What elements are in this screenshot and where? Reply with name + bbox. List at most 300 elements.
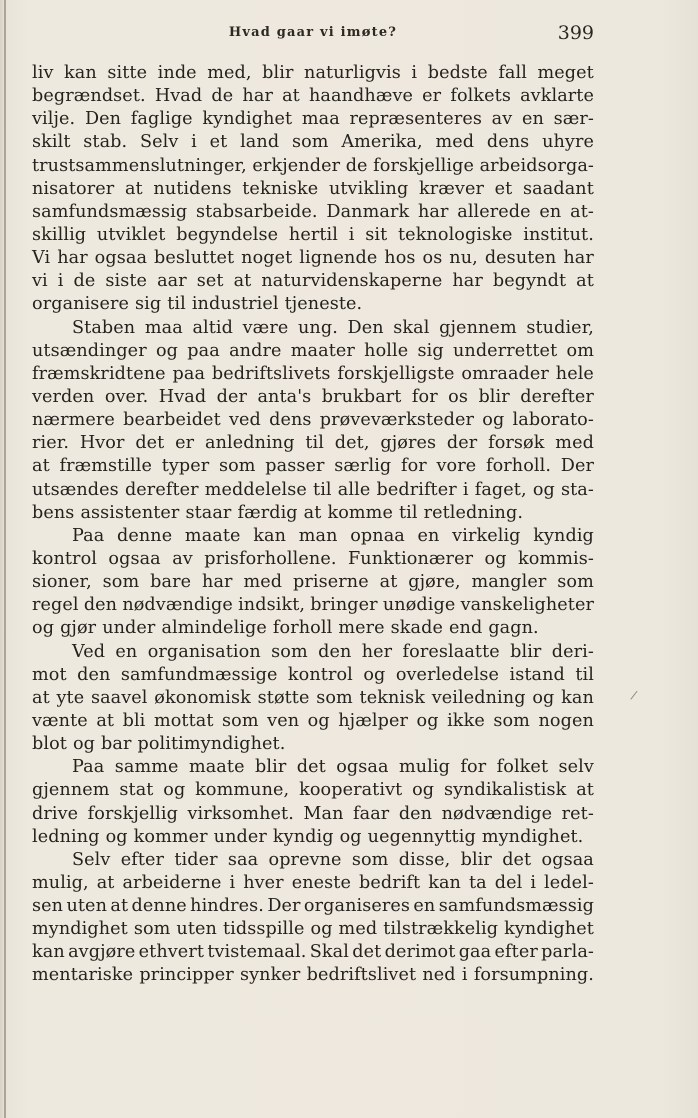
word: tekniske (242, 178, 319, 199)
word: at (379, 572, 398, 593)
word: om (566, 340, 594, 361)
word: vanskeligheter (460, 595, 594, 616)
word: i (348, 224, 355, 245)
word: Funktionærer (347, 548, 474, 569)
word: samfundmæssige (120, 664, 278, 685)
word: mentariske (32, 965, 134, 986)
word: og (532, 479, 555, 500)
word: ogsaa (336, 757, 389, 778)
word: avgjøre (68, 942, 136, 963)
word: den (77, 664, 111, 685)
word: over. (104, 386, 149, 407)
word: kontrol (32, 548, 97, 569)
text-line (32, 872, 594, 895)
word: som (351, 849, 389, 870)
word: deri- (551, 641, 594, 662)
word: kooperativt (299, 780, 403, 801)
word: forskjellig (87, 803, 178, 824)
margin-mark: / (629, 687, 639, 703)
word: myndighet (32, 919, 128, 940)
word: for (400, 456, 427, 477)
word: skade (390, 618, 443, 639)
word: et (209, 132, 228, 153)
word: ikke (447, 710, 485, 731)
word: veiledning (431, 687, 526, 708)
word: bedrifter (376, 479, 457, 500)
word: nødvændige (122, 595, 233, 616)
word: ved (228, 410, 261, 431)
word: myndighet. (481, 826, 584, 847)
word: i (191, 132, 197, 153)
text-line (32, 293, 594, 316)
word: Selv (72, 849, 111, 870)
text-line (32, 201, 594, 224)
word: at (576, 780, 594, 801)
word: nødvændige (441, 803, 553, 824)
word: det, (334, 433, 370, 454)
word: en (115, 641, 138, 662)
word: fræmskridtene (32, 363, 166, 384)
text-line (32, 779, 594, 802)
word: i (229, 872, 236, 893)
word: kan (253, 525, 287, 546)
word: derefter (124, 479, 199, 500)
word: det (135, 433, 165, 454)
word: skillig (32, 224, 87, 245)
word: alle (337, 479, 371, 500)
running-title: Hvad gaar vi imøte? (228, 25, 398, 40)
word: stat (119, 780, 154, 801)
word: omraader (461, 363, 549, 384)
word: med (243, 572, 283, 593)
word: bens (32, 502, 75, 523)
text-line (32, 895, 594, 918)
word: sig (134, 294, 162, 315)
word: mot (32, 664, 67, 685)
word: tidsspille (222, 919, 305, 940)
text-line (32, 571, 594, 594)
word: vænte (32, 710, 88, 731)
word: samme (114, 757, 179, 778)
word: har (202, 572, 233, 593)
word: sit (365, 224, 388, 245)
word: med (435, 132, 475, 153)
word: avklarte (520, 86, 594, 107)
word: overledelse (395, 664, 500, 685)
word: forsumpning. (473, 965, 594, 986)
word: utvikling (328, 178, 409, 199)
word: samfundsmæssig (438, 896, 594, 917)
word: til (575, 664, 594, 685)
word: bedriftslivet (306, 965, 417, 986)
word: blir (255, 757, 287, 778)
word: de (73, 271, 96, 292)
word: nisatorer (32, 178, 115, 199)
word: at (32, 687, 50, 708)
word: saadant (523, 178, 594, 199)
word: økonomisk (154, 687, 251, 708)
word: bringer (310, 595, 378, 616)
text-line (32, 756, 594, 779)
word: underrettet (452, 340, 558, 361)
text-line (32, 178, 594, 201)
word: syndikalistisk (443, 780, 567, 801)
page-number: 399 (557, 22, 594, 44)
word: kyndig (272, 826, 334, 847)
word: sta- (561, 479, 594, 500)
word: repræsenteres (349, 109, 482, 130)
word: av (491, 109, 513, 130)
word: holle (364, 340, 409, 361)
word: naturvidenskaperne (261, 271, 443, 292)
word: haandhæve (309, 86, 414, 107)
word: forskjelligste (337, 363, 455, 384)
word: er (422, 86, 442, 107)
word: og (32, 618, 55, 639)
word: utviklet (96, 224, 166, 245)
word: Danmark (326, 201, 410, 222)
word: i (462, 479, 469, 500)
word: Skal (309, 942, 349, 963)
word: ledning (32, 826, 100, 847)
text-line (32, 733, 594, 756)
word: naturligvis (304, 63, 401, 83)
word: nærmere (32, 410, 115, 431)
text-line (32, 386, 594, 409)
word: lignende (299, 248, 378, 269)
word: prisforhollene. (204, 548, 337, 569)
word: derimot (384, 942, 456, 963)
word: at- (570, 201, 594, 222)
word: i (57, 271, 64, 292)
word: folket (496, 757, 549, 778)
word: at (96, 710, 115, 731)
word: gagn. (488, 618, 539, 639)
word: og (72, 734, 96, 755)
word: kyndighet (504, 919, 594, 940)
word: os (422, 248, 443, 269)
word: ogsaa (94, 248, 148, 269)
word: Paa (72, 757, 105, 778)
text-line (32, 641, 594, 664)
word: typer (161, 456, 210, 477)
word: Der (267, 896, 301, 917)
text-line (32, 432, 594, 455)
word: land (240, 132, 280, 153)
text-line (32, 502, 594, 525)
word: blir (460, 849, 492, 870)
text-line (32, 317, 594, 340)
word: og (155, 340, 179, 361)
word: sioner, (32, 572, 92, 593)
word: den (398, 803, 433, 824)
word: at (96, 872, 115, 893)
word: sen (32, 896, 64, 917)
text-line (32, 525, 594, 548)
word: organisation (147, 641, 261, 662)
word: kontrol (287, 664, 353, 685)
word: ethvert (138, 942, 205, 963)
word: og (416, 710, 439, 731)
word: og (163, 780, 186, 801)
word: desuten (484, 248, 557, 269)
word: Ved (72, 641, 106, 662)
word: denne (131, 896, 187, 917)
word: liv (32, 63, 54, 83)
word: som (271, 641, 308, 662)
word: altid (192, 317, 234, 338)
word: og (484, 548, 507, 569)
body-text (32, 62, 594, 988)
word: mulig, (32, 872, 89, 893)
word: som (102, 572, 140, 593)
word: man (298, 525, 338, 546)
word: vilje. (32, 109, 76, 130)
word: som (557, 572, 594, 593)
word: meget (537, 63, 594, 83)
text-line (32, 918, 594, 941)
word: ned (422, 965, 456, 986)
word: aar (157, 271, 187, 292)
word: verden (32, 386, 95, 407)
word: et (494, 178, 513, 199)
word: kan (32, 942, 65, 963)
word: kyndig (533, 525, 594, 546)
text-line (32, 849, 594, 872)
word: Hvad (154, 86, 203, 107)
word: har (417, 201, 449, 222)
word: de (211, 86, 234, 107)
word: trustsammenslutninger, (32, 155, 247, 176)
word: virksomhet. (187, 803, 294, 824)
text-line (32, 247, 594, 270)
word: denne (117, 525, 173, 546)
word: bedrift (358, 872, 421, 893)
word: og (412, 780, 435, 801)
word: samfundsmæssig (32, 201, 188, 222)
word: færdig (237, 502, 298, 523)
word: en (417, 525, 440, 546)
word: sig (417, 340, 444, 361)
word: gjennem (439, 317, 517, 338)
text-line (32, 224, 594, 247)
word: Den (84, 109, 122, 130)
word: kan (64, 63, 97, 83)
page-header (32, 22, 594, 46)
word: de (345, 155, 368, 176)
word: kan (561, 687, 594, 708)
text-line (32, 964, 594, 987)
word: hindres. (190, 896, 264, 917)
word: mulig (398, 757, 450, 778)
word: Der (560, 456, 594, 477)
word: vi (32, 271, 48, 292)
word: andre (229, 340, 282, 361)
word: institut. (523, 224, 594, 245)
text-line (32, 340, 594, 363)
word: kan (428, 872, 461, 893)
word: har (57, 248, 88, 269)
word: folkets (450, 86, 511, 107)
word: utsændinger (32, 340, 147, 361)
word: Vi (32, 248, 51, 269)
word: kommune, (195, 780, 290, 801)
word: organisere (32, 294, 129, 315)
word: del (494, 872, 523, 893)
word: og (310, 919, 333, 940)
word: har (563, 248, 594, 269)
text-line (32, 617, 594, 640)
word: gjøres (380, 433, 437, 454)
word: uegennyttig (367, 826, 476, 847)
word: maate (188, 757, 245, 778)
word: indsikt, (238, 595, 306, 616)
word: stab. (83, 132, 128, 153)
word: med (338, 919, 378, 940)
word: meddelelse (204, 479, 307, 500)
word: almindelige (161, 618, 267, 639)
word: sitte (107, 63, 148, 83)
word: eneste (291, 872, 351, 893)
word: at (124, 178, 143, 199)
word: maate (184, 525, 241, 546)
word: parla- (541, 942, 594, 963)
text-line (32, 687, 594, 710)
word: med, (207, 63, 252, 83)
word: fræmstille (59, 456, 152, 477)
word: arbeiderne (122, 872, 222, 893)
word: Staben (72, 317, 136, 338)
word: teknisk (359, 687, 426, 708)
text-line (32, 155, 594, 178)
word: nutidens (153, 178, 232, 199)
text-line (32, 548, 594, 571)
word: at (282, 86, 300, 107)
word: istand (509, 664, 565, 685)
word: gaa (458, 942, 492, 963)
text-line (32, 108, 594, 131)
word: brukbart (321, 386, 402, 407)
word: vore (436, 456, 477, 477)
word: en (413, 896, 436, 917)
word: som (316, 687, 353, 708)
word: støtte (257, 687, 310, 708)
word: bar (101, 734, 132, 755)
word: passer (265, 456, 325, 477)
word: besluttet (154, 248, 235, 269)
word: og (105, 826, 128, 847)
word: efter (120, 849, 165, 870)
word: forskjellige (373, 155, 474, 176)
word: bare (150, 572, 192, 593)
word: og (532, 687, 555, 708)
word: mangler (471, 572, 547, 593)
word: og (339, 826, 362, 847)
word: begyndt (492, 271, 567, 292)
word: maa (144, 317, 183, 338)
word: Hvad (158, 386, 207, 407)
word: arbeidsorga- (479, 155, 594, 176)
text-line (32, 270, 594, 293)
word: forsøk (488, 433, 545, 454)
word: drive (32, 803, 79, 824)
word: en (539, 201, 562, 222)
text-line (32, 594, 594, 617)
word: allerede (457, 201, 531, 222)
word: derefter (520, 386, 594, 407)
word: hertil (288, 224, 338, 245)
word: og (482, 410, 505, 431)
word: for (460, 757, 487, 778)
word: at (32, 456, 50, 477)
word: hos (384, 248, 416, 269)
word: at (576, 271, 594, 292)
word: med (555, 433, 594, 454)
word: gjøre, (408, 572, 461, 593)
word: gjør (60, 618, 97, 639)
word: synker (240, 965, 301, 986)
word: priserne (293, 572, 369, 593)
word: noget (241, 248, 293, 269)
word: retledning. (423, 502, 524, 523)
word: blir (262, 63, 294, 83)
word: maater (290, 340, 355, 361)
word: det (502, 849, 532, 870)
word: rier. (32, 433, 70, 454)
word: nu, (449, 248, 478, 269)
word: saa (227, 849, 259, 870)
word: inde (157, 63, 197, 83)
word: stabsarbeide. (195, 201, 318, 222)
word: efter (494, 942, 538, 963)
word: i (411, 63, 418, 83)
word: bli (122, 710, 146, 731)
word: faglige (130, 109, 193, 130)
word: skal (393, 317, 430, 338)
word: forholl. (485, 456, 552, 477)
word: i (530, 872, 537, 893)
word: dens (486, 132, 530, 153)
word: hele (555, 363, 594, 384)
word: til (398, 502, 418, 523)
word: mere (338, 618, 385, 639)
word: Amerika, (341, 132, 423, 153)
word: her (361, 641, 393, 662)
text-line (32, 131, 594, 154)
word: politimyndighet. (137, 734, 286, 755)
word: paa (172, 363, 206, 384)
word: hver (243, 872, 284, 893)
word: den (83, 595, 118, 616)
word: og (307, 710, 330, 731)
word: end (449, 618, 483, 639)
word: for (411, 386, 438, 407)
word: dens (269, 410, 312, 431)
word: av (172, 548, 193, 569)
word: har (242, 86, 273, 107)
word: tjeneste. (284, 294, 363, 315)
word: bedriftslivets (211, 363, 331, 384)
word: tilstrækkelig (383, 919, 499, 940)
word: organiseres (303, 896, 411, 917)
word: Hvor (79, 433, 125, 454)
word: industriel (191, 294, 279, 315)
word: uten (176, 919, 217, 940)
word: under (213, 826, 267, 847)
word: at (110, 896, 129, 917)
text-line (32, 941, 594, 964)
word: komme (327, 502, 393, 523)
